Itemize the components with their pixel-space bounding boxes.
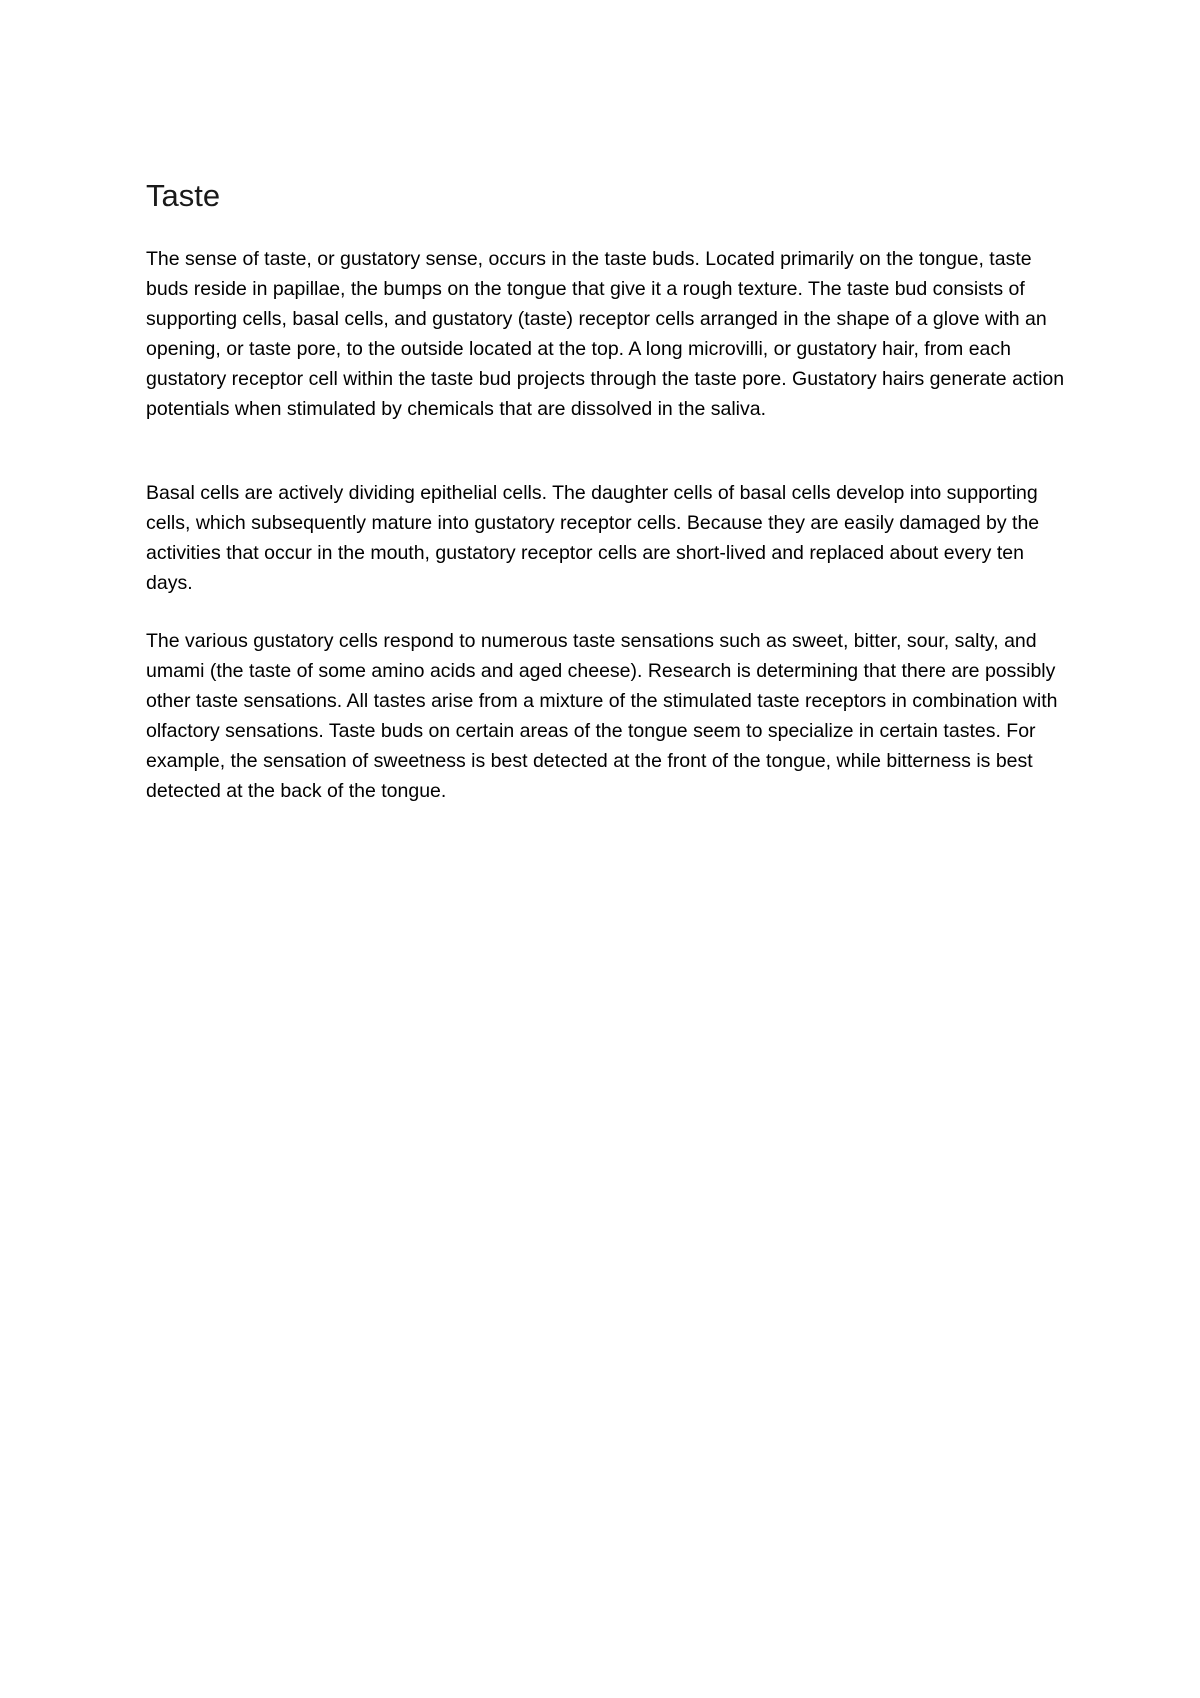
paragraph-taste-sensations: The various gustatory cells respond to numerous taste sensations such as sweet, bitter, sour, salty, and umami (the taste of some amino acids and aged cheese). Research is determining that there are possibly other taste sensations. All tastes arise from a mixture of the stimulated taste receptors in combination with olfactory sensations. Taste buds on certain areas of the tongue seem to specialize in certain tastes. For example, the sensation of sweetness is best detected at the front of the tongue, while bitterness is best detected at the back of the tongue. <box>146 630 1058 802</box>
document-body <box>146 176 1066 806</box>
paragraph-basal-cells: Basal cells are actively dividing epithelial cells. The daughter cells of basal cells develop into supporting cells, which subsequently mature into gustatory receptor cells. Because they are easily damaged by the activities that occur in the mouth, gustatory receptor cells are short-lived and replaced about every ten days. <box>146 482 1040 594</box>
page-title: Taste <box>146 178 221 213</box>
paragraph-taste-buds: The sense of taste, or gustatory sense, occurs in the taste buds. Located primarily on the tongue, taste buds reside in papillae, the bumps on the tongue that give it a rough texture. The taste bud consists of supporting cells, basal cells, and gustatory (taste) receptor cells arranged in the shape of a glove with an opening, or taste pore, to the outside located at the top. A long microvilli, or gustatory hair, from each gustatory receptor cell within the taste bud projects through the taste pore. Gustatory hairs generate action potentials when stimulated by chemicals that are dissolved in the saliva. <box>146 248 1065 420</box>
